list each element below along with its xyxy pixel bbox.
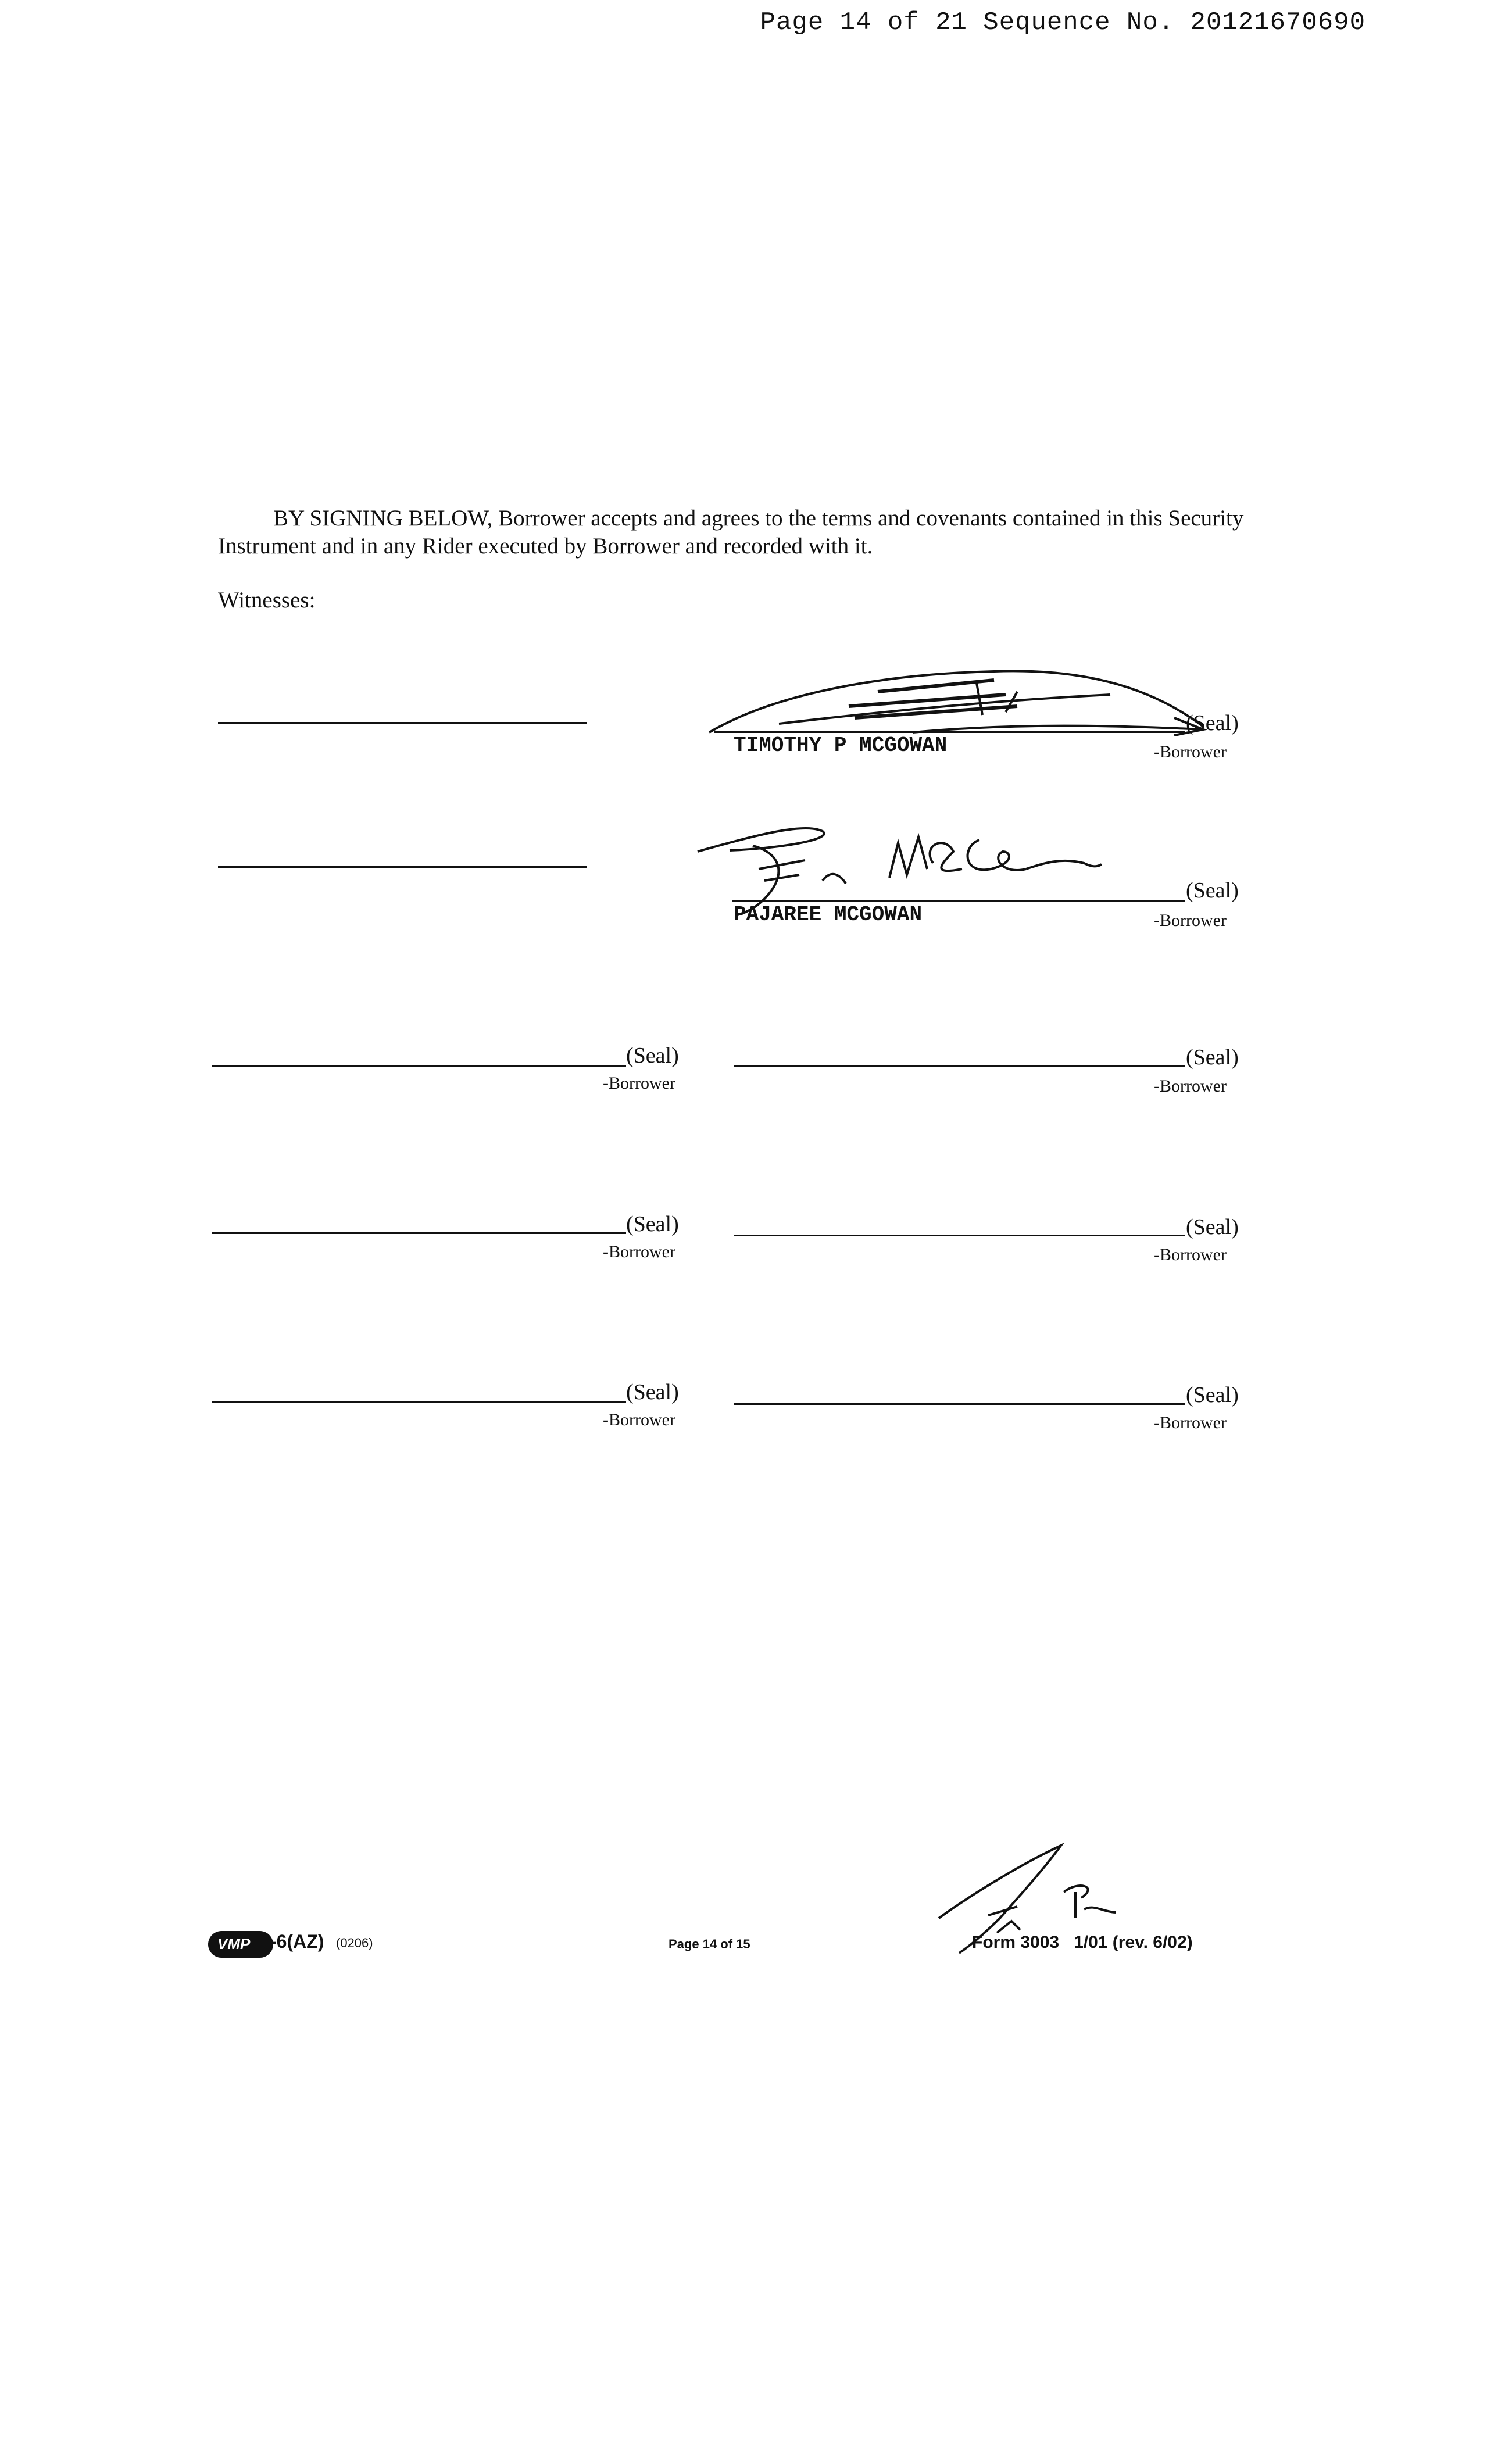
signature-line-borrower-1 [714,731,1185,733]
borrower-2-name: PAJAREE MCGOWAN [734,903,923,927]
form-number: Form 3003 1/01 (rev. 6/02) [972,1933,1193,1952]
borrower-label: -Borrower [1154,911,1227,930]
signature-line-blank-right-1 [734,1065,1185,1067]
seal-label: (Seal) [1186,878,1239,903]
signature-timothy-mcgowan [703,660,1209,741]
vmp-logo-text: VMP [217,1935,251,1952]
signing-statement: BY SIGNING BELOW, Borrower accepts and agrees to the terms and covenants contained in this Security Instrument and in any Rider executed by Borrower and recorded with it. [218,506,1244,559]
borrower-label: -Borrower [1154,1077,1227,1096]
seal-label: (Seal) [1186,1383,1239,1407]
signature-line-blank-right-3 [734,1403,1185,1405]
footer-page-label: Page 14 of 15 [669,1937,750,1951]
signature-line-blank-left-1 [212,1065,626,1067]
seal-label: (Seal) [626,1043,679,1068]
seal-label: (Seal) [1186,1215,1239,1239]
seal-label: (Seal) [626,1380,679,1404]
borrower-1-name: TIMOTHY P MCGOWAN [734,734,948,757]
borrower-label: -Borrower [603,1410,675,1429]
signature-line-blank-right-2 [734,1235,1185,1236]
borrower-label: -Borrower [1154,1413,1227,1432]
seal-label: (Seal) [1186,1045,1239,1070]
borrower-label: -Borrower [1154,742,1227,761]
witness-line-1 [218,722,587,724]
page-sequence-header: Page 14 of 21 Sequence No. 20121670690 [760,8,1365,37]
borrower-label: -Borrower [603,1242,675,1261]
form-date: (0206) [336,1936,373,1950]
form-logo [208,1931,273,1958]
signature-line-blank-left-2 [212,1232,626,1234]
witness-line-2 [218,866,587,868]
borrower-label: -Borrower [1154,1245,1227,1264]
witnesses-label: Witnesses: [218,588,316,613]
seal-label: (Seal) [1186,711,1239,735]
signature-line-blank-left-3 [212,1401,626,1403]
borrower-label: -Borrower [603,1074,675,1093]
seal-label: (Seal) [626,1212,679,1236]
form-code: -6(AZ) [270,1931,324,1952]
signature-line-borrower-2 [732,900,1185,902]
